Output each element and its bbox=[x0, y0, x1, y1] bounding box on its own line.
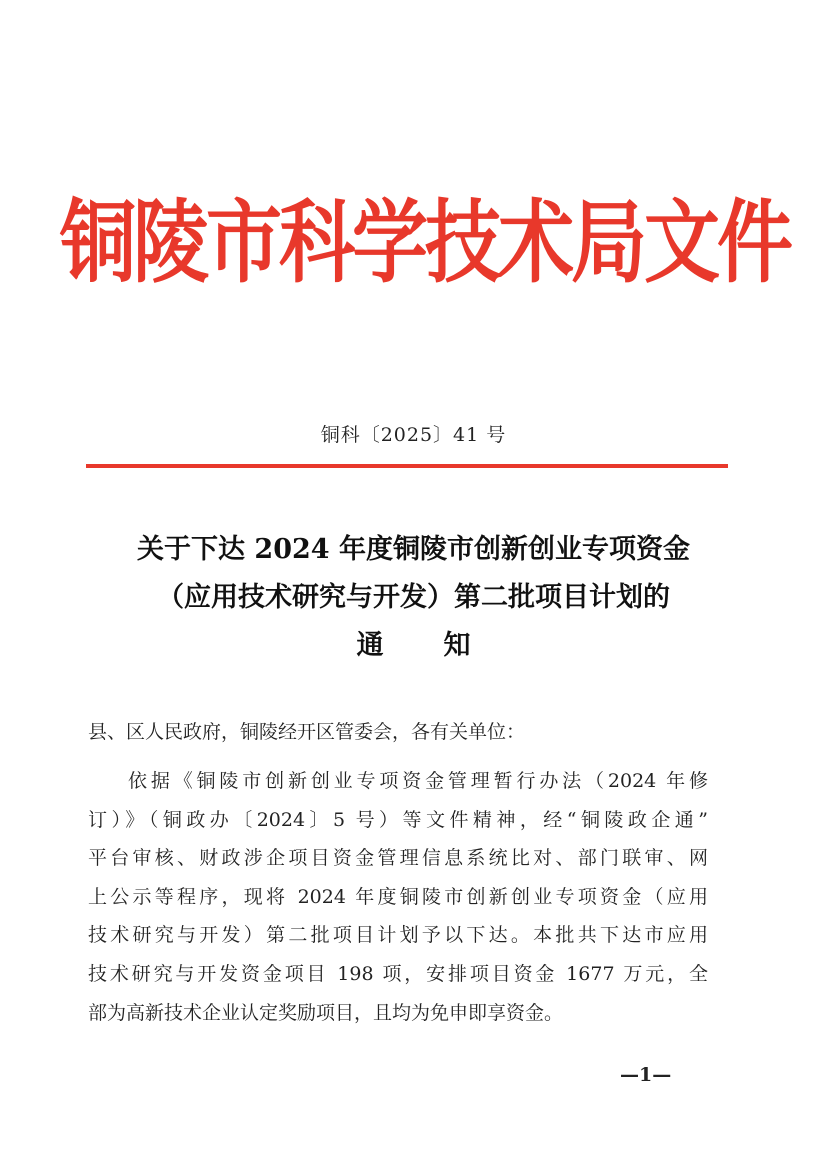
addressee: 县、区人民政府，铜陵经开区管委会，各有关单位： bbox=[88, 721, 526, 743]
body-line: 技术研究与开发资金项目 198 项，安排项目资金 1677 万元，全 bbox=[88, 962, 708, 985]
page-number: —1— bbox=[620, 1064, 672, 1086]
body-paragraph bbox=[88, 762, 708, 1032]
body-line: 部为高新技术企业认定奖励项目，且均为免申即享资金。 bbox=[88, 1001, 564, 1024]
notice-title-line-2: （应用技术研究与开发）第二批项目计划的 bbox=[157, 582, 670, 613]
issuer-title: 铜陵市科学技术局文件 bbox=[60, 189, 790, 295]
body-line: 上公示等程序，现将 2024 年度铜陵市创新创业专项资金（应用 bbox=[88, 885, 708, 908]
body-line: 技术研究与开发）第二批项目计划予以下达。本批共下达市应用 bbox=[88, 924, 708, 947]
body-line: 依据《铜陵市创新创业专项资金管理暂行办法（2024 年修 bbox=[128, 770, 708, 792]
red-separator-line bbox=[86, 464, 728, 468]
body-line: 平台审核、财政涉企项目资金管理信息系统比对、部门联审、网 bbox=[88, 847, 708, 870]
notice-title-line-1: 关于下达 2024 年度铜陵市创新创业专项资金 bbox=[137, 534, 690, 565]
document-number: 铜科〔2025〕41 号 bbox=[320, 424, 507, 446]
notice-title-line-3: 通知 bbox=[356, 630, 531, 661]
body-line: 订）》（铜政办〔2024〕5 号）等文件精神，经“铜陵政企通” bbox=[88, 808, 708, 831]
